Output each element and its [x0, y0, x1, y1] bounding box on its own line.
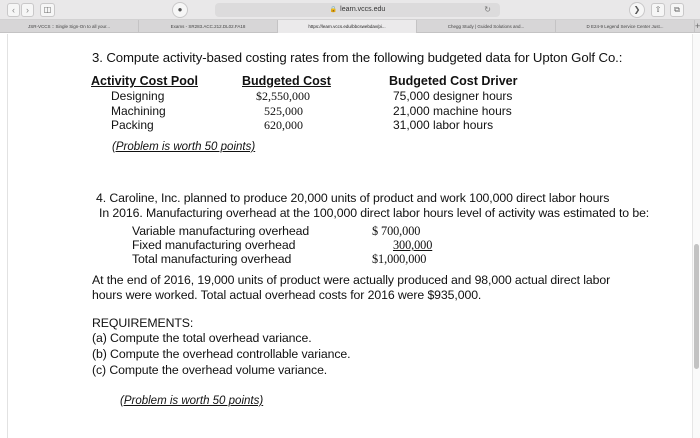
tab-exams[interactable]: Exams - SR283.ACC.212.DL02.FA18	[139, 20, 278, 33]
q3-row-driver: 75,000 designer hours	[393, 89, 513, 103]
q4-actual-line-1: At the end of 2016, 19,000 units of product were actually produced and 98,000 actual direct labor	[92, 273, 611, 287]
q3-row-pool: Machining	[111, 103, 166, 118]
q4-line-1: 4. Caroline, Inc. planned to produce 20,000 units of product and work 100,000 direct labor hours	[96, 191, 610, 205]
page-edge	[7, 34, 8, 438]
q3-row-cost: 620,000	[264, 118, 303, 132]
sidebar-icon[interactable]: ◫	[40, 3, 55, 17]
document-page	[0, 34, 700, 438]
scrollbar[interactable]	[692, 34, 700, 438]
q4-overhead-amount: 300,000	[393, 238, 433, 252]
q4-requirement: (c) Compute the overhead volume variance.	[92, 363, 328, 377]
address-bar[interactable]	[215, 3, 500, 17]
q4-points-note: (Problem is worth 50 points)	[120, 395, 264, 407]
share-icon[interactable]: ⇧	[651, 3, 665, 17]
q4-requirement: (b) Compute the overhead controllable variance.	[92, 347, 351, 361]
tab-bar	[0, 20, 700, 33]
q3-header-driver: Budgeted Cost Driver	[389, 74, 518, 88]
q4-overhead-label: Fixed manufacturing overhead	[132, 238, 296, 252]
q4-overhead-label: Total manufacturing overhead	[132, 252, 292, 266]
download-icon[interactable]: ❯	[629, 2, 645, 18]
q3-row-driver: 31,000 labor hours	[393, 118, 494, 132]
browser-toolbar	[0, 0, 700, 20]
q3-row-cost: $2,550,000	[256, 89, 310, 103]
lock-icon: 🔒	[329, 7, 338, 13]
tabs-overview-icon[interactable]: ⧉	[670, 3, 684, 17]
q4-overhead-label: Variable manufacturing overhead	[132, 224, 310, 238]
shield-icon[interactable]: ●	[172, 2, 188, 18]
tab-legend-service[interactable]: D E24-9 Legend Service Center Just...	[556, 20, 695, 33]
q3-header-cost: Budgeted Cost	[242, 74, 331, 88]
address-text: learn.vccs.edu	[340, 6, 386, 13]
q4-actual-line-2: hours were worked. Total actual overhead costs for 2016 were $935,000.	[92, 288, 482, 302]
new-tab-button[interactable]: +	[695, 21, 700, 31]
q3-heading: 3. Compute activity-based costing rates from the following budgeted data for Upton Golf Co.:	[92, 50, 623, 65]
q4-overhead-amount: $1,000,000	[372, 252, 427, 266]
q3-row-driver: 21,000 machine hours	[393, 103, 512, 118]
scrollbar-thumb[interactable]	[694, 244, 699, 369]
q3-row-pool: Designing	[111, 89, 165, 103]
q3-row-cost: 525,000	[264, 103, 303, 118]
q3-header-pool: Activity Cost Pool	[91, 74, 198, 88]
reload-icon[interactable]: ↻	[484, 5, 491, 14]
back-button[interactable]: ‹	[7, 3, 20, 17]
forward-button[interactable]: ›	[21, 3, 34, 17]
tab-sso[interactable]: JSR-VCCS :: Single Sign-On to all your...	[0, 20, 139, 33]
q3-points-note: (Problem is worth 50 points)	[112, 141, 256, 153]
tab-current-document[interactable]: https://learn.vccs.edu/bbcswebdav/pi...	[278, 20, 417, 33]
q4-requirement: (a) Compute the total overhead variance.	[92, 331, 312, 345]
q4-overhead-amount: $ 700,000	[372, 224, 421, 238]
q4-line-2: In 2016. Manufacturing overhead at the 100,000 direct labor hours level of activity was estimated to be:	[99, 206, 650, 220]
tab-chegg[interactable]: Chegg Study | Guided Solutions and...	[417, 20, 556, 33]
q3-row-pool: Packing	[111, 118, 154, 132]
q4-requirements-title: REQUIREMENTS:	[92, 316, 194, 330]
